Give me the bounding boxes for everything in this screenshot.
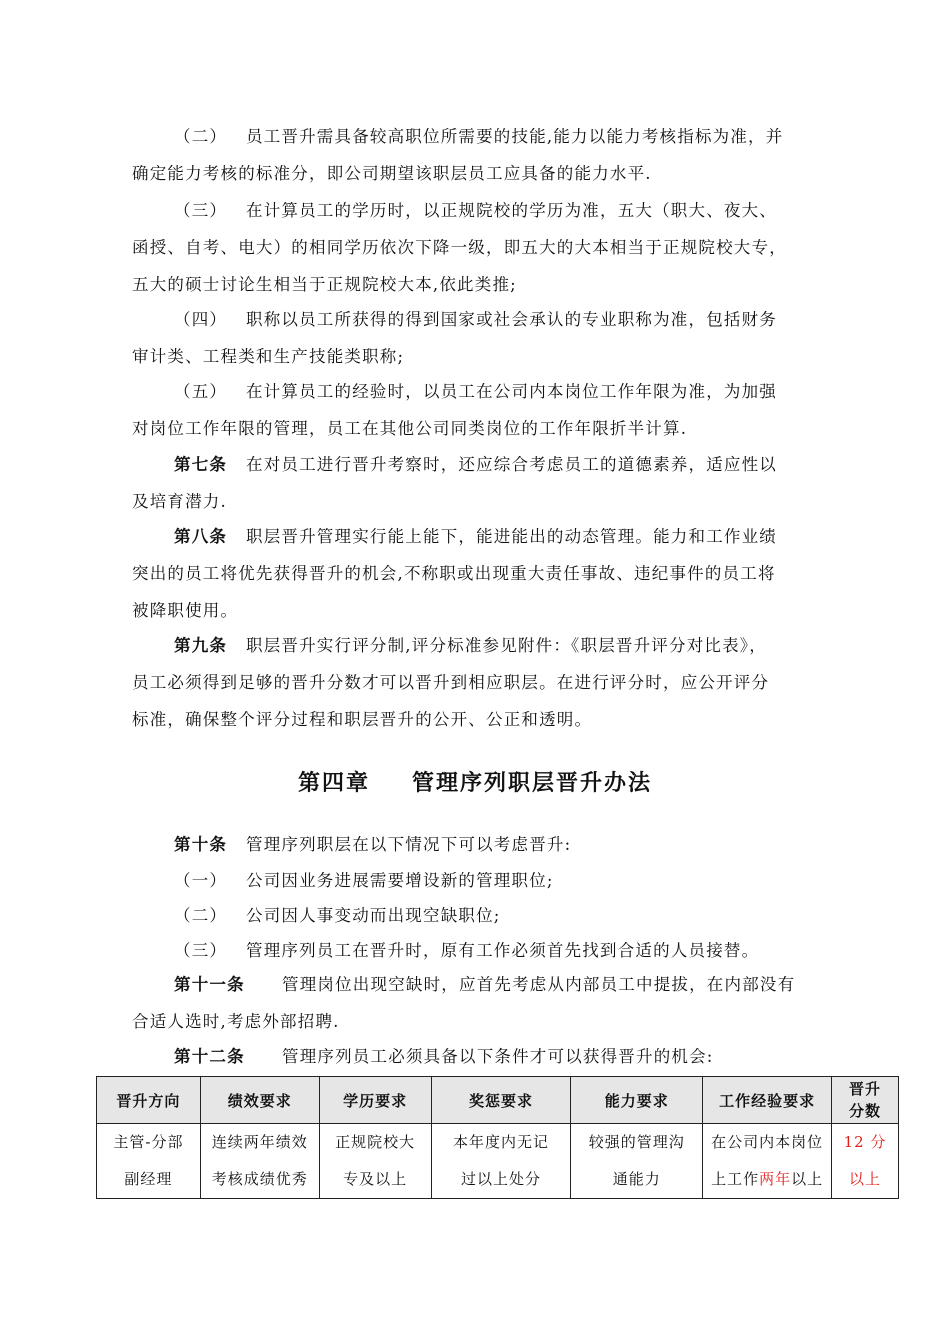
cell-line: 通能力 (612, 1170, 661, 1188)
clause-label: （二） (174, 127, 228, 146)
header-performance: 绩效要求 (200, 1077, 319, 1124)
article-12 (132, 1038, 880, 1075)
header-ability: 能力要求 (571, 1077, 703, 1124)
table-header-row (97, 1077, 899, 1124)
table-row (97, 1124, 899, 1199)
article-title: 第九条 (174, 636, 228, 655)
clause-3-cont: 五大的硕士讨论生相当于正规院校大本,依此类推; (132, 275, 517, 294)
cell-line: 专及以上 (343, 1170, 408, 1188)
clause-4-cont: 审计类、工程类和生产技能类职称; (132, 347, 405, 366)
header-score-line1: 晋升 (849, 1080, 882, 1098)
article-11 (132, 966, 880, 1003)
condition-text: 公司因人事变动而出现空缺职位; (246, 906, 501, 925)
condition-2 (132, 897, 880, 934)
cell-experience (703, 1124, 832, 1199)
header-score (832, 1077, 899, 1124)
article-title: 第七条 (174, 455, 228, 474)
clause-3-cont: 函授、自考、电大）的相同学历依次下降一级，即五大的大本相当于正规院校大专， (132, 238, 787, 257)
clause-text: 职称以员工所获得的得到国家或社会承认的专业职称为准，包括财务 (246, 310, 777, 329)
cell-line: 12 分 (843, 1133, 887, 1151)
article-text: 职层晋升实行评分制,评分标准参见附件：《职层晋升评分对比表》， (246, 636, 767, 655)
cell-line: 正规院校大 (335, 1133, 416, 1151)
clause-5-cont: 对岗位工作年限的管理，员工在其他公司同类岗位的工作年限折半计算. (132, 419, 688, 438)
cell-line: 副经理 (124, 1170, 173, 1188)
header-score-line2: 分数 (849, 1102, 882, 1120)
cell-line: 在公司内本岗位 (711, 1133, 824, 1151)
chapter-title: 管理序列职层晋升办法 (412, 770, 653, 796)
article-8 (132, 518, 880, 555)
article-8-cont: 被降职使用。 (132, 601, 239, 620)
cell-reward (431, 1124, 571, 1199)
article-11-cont: 合适人选时,考虑外部招聘. (132, 1012, 340, 1031)
cell-line: 较强的管理沟 (588, 1133, 685, 1151)
cell-line: 以上 (791, 1170, 824, 1188)
condition-text: 公司因业务进展需要增设新的管理职位; (246, 871, 554, 890)
cell-ability (571, 1124, 703, 1199)
condition-label: （二） (174, 906, 228, 925)
promotion-requirements-table (96, 1076, 899, 1199)
article-7 (132, 446, 880, 483)
chapter-heading (0, 766, 950, 797)
cell-performance (200, 1124, 319, 1199)
clause-2 (132, 118, 880, 155)
cell-line: 以上 (849, 1170, 882, 1188)
article-title: 第十一条 (174, 975, 245, 994)
condition-label: （三） (174, 941, 228, 960)
cell-score (832, 1124, 899, 1199)
article-9-cont: 标准，确保整个评分过程和职层晋升的公开、公正和透明。 (132, 710, 593, 729)
clause-4 (132, 301, 880, 338)
clause-text: 员工晋升需具备较高职位所需要的技能,能力以能力考核指标为准，并 (246, 127, 784, 146)
condition-text: 管理序列员工在晋升时，原有工作必须首先找到合适的人员接替。 (246, 941, 760, 960)
cell-line: 主管-分部 (113, 1133, 184, 1151)
cell-line: 连续两年绩效 (211, 1133, 308, 1151)
article-10 (132, 826, 880, 863)
cell-education (319, 1124, 431, 1199)
clause-2-cont: 确定能力考核的标准分，即公司期望该职层员工应具备的能力水平. (132, 164, 652, 183)
chapter-number: 第四章 (297, 770, 370, 796)
article-text: 在对员工进行晋升考察时，还应综合考虑员工的道德素养，适应性以 (246, 455, 777, 474)
article-text: 管理岗位出现空缺时，应首先考虑从内部员工中提拔，在内部没有 (282, 975, 796, 994)
clause-label: （三） (174, 201, 228, 220)
article-text: 管理序列职层在以下情况下可以考虑晋升: (246, 835, 572, 854)
cell-line: 考核成绩优秀 (211, 1170, 308, 1188)
article-7-cont: 及培育潜力. (132, 492, 227, 511)
clause-label: （四） (174, 310, 228, 329)
condition-1 (132, 862, 880, 899)
cell-line: 本年度内无记 (452, 1133, 549, 1151)
article-9 (132, 627, 880, 664)
condition-label: （一） (174, 871, 228, 890)
article-title: 第十二条 (174, 1047, 245, 1066)
article-title: 第十条 (174, 835, 228, 854)
cell-line: 过以上处分 (460, 1170, 541, 1188)
cell-direction (97, 1124, 201, 1199)
cell-line: 上工作 (711, 1170, 760, 1188)
clause-5 (132, 373, 880, 410)
article-title: 第八条 (174, 527, 228, 546)
header-education: 学历要求 (319, 1077, 431, 1124)
article-8-cont: 突出的员工将优先获得晋升的机会,不称职或出现重大责任事故、违纪事件的员工将 (132, 564, 776, 583)
clause-text: 在计算员工的学历时，以正规院校的学历为准，五大（职大、夜大、 (246, 201, 777, 220)
clause-label: （五） (174, 382, 228, 401)
article-text: 管理序列员工必须具备以下条件才可以获得晋升的机会: (282, 1047, 714, 1066)
condition-3 (132, 932, 880, 969)
header-reward: 奖惩要求 (431, 1077, 571, 1124)
article-9-cont: 员工必须得到足够的晋升分数才可以晋升到相应职层。在进行评分时，应公开评分 (132, 673, 770, 692)
clause-text: 在计算员工的经验时，以员工在公司内本岗位工作年限为准，为加强 (246, 382, 777, 401)
header-direction: 晋升方向 (97, 1077, 201, 1124)
cell-highlight: 两年 (759, 1170, 792, 1188)
clause-3 (132, 192, 880, 229)
article-text: 职层晋升管理实行能上能下，能进能出的动态管理。能力和工作业绩 (246, 527, 777, 546)
header-experience: 工作经验要求 (703, 1077, 832, 1124)
